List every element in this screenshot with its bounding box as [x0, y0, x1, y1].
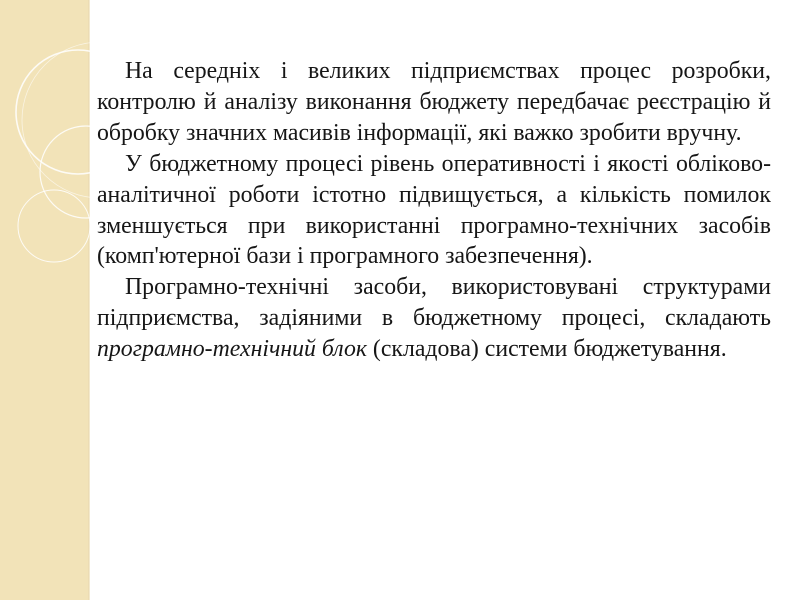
paragraph-3-text-after: (складова) системи бюджетування. — [366, 336, 727, 363]
paragraph-2 — [97, 149, 771, 273]
paragraph-1-text: На середніх і великих підприємствах процес розробки, контролю й аналізу виконання бюджету передбачає реєстрацію й обробку значних масивів інформації, які важко зробити вручну. — [97, 58, 771, 146]
paragraph-3 — [97, 272, 771, 365]
paragraph-3-emphasis: програмно-технічний блок — [97, 336, 367, 363]
paragraph-3-text-before: Програмно-технічні засоби, використовувані структурами підприємства, задіяними в бюджетному процесі, складають — [97, 274, 771, 332]
paragraph-2-text: У бюджетному процесі рівень оперативності і якості обліково-аналітичної роботи істотно підвищується, а кількість помилок зменшується при використанні програмно-технічних засобів (комп'ютерної бази і програмного забезпечення). — [97, 150, 771, 270]
body-text — [97, 56, 771, 365]
paragraph-1 — [97, 56, 771, 149]
